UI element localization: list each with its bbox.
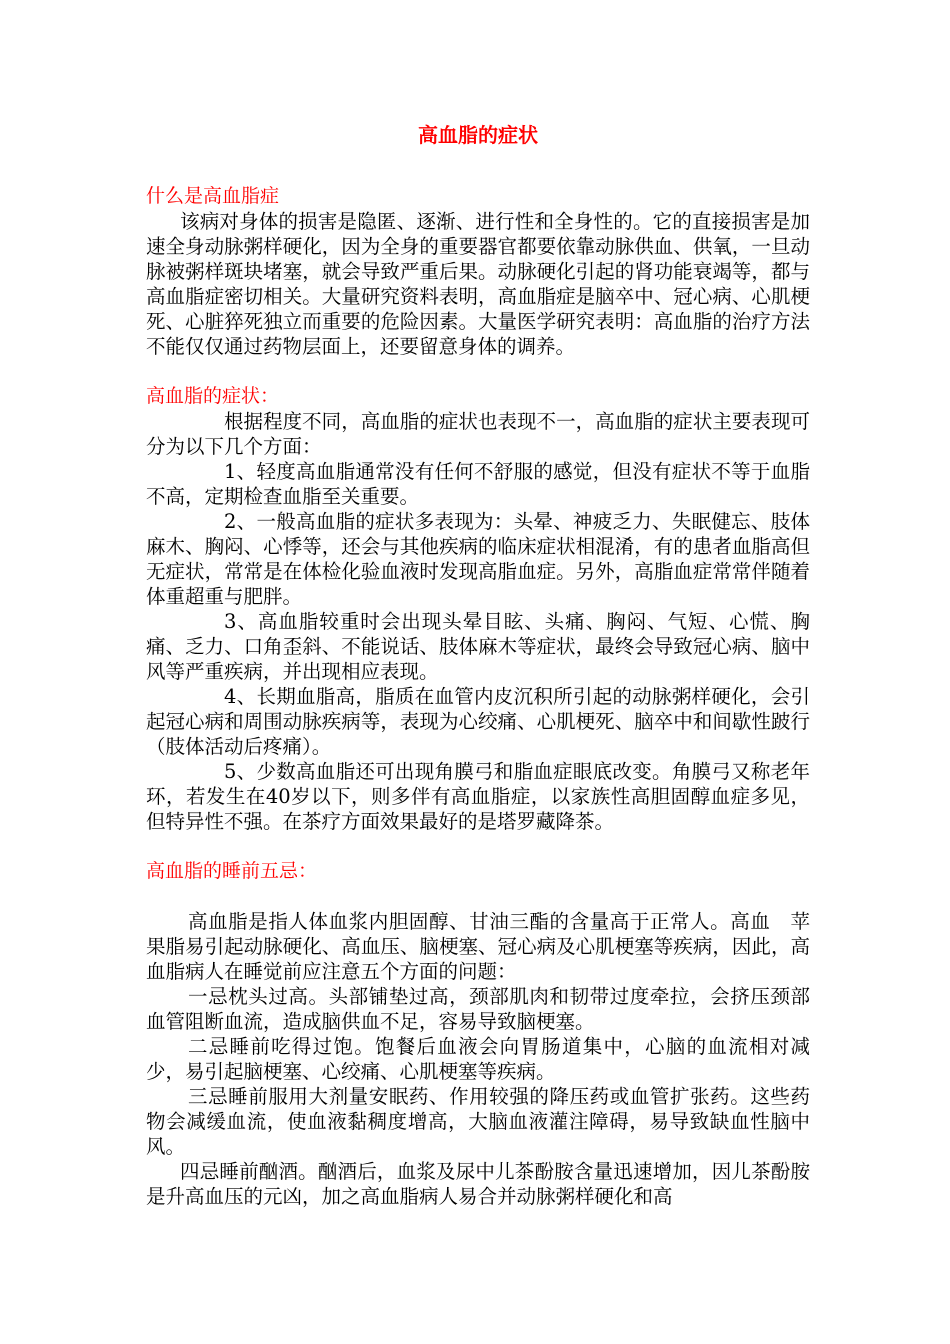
section-what-is <box>146 184 810 359</box>
paragraph: 1、轻度高血脂通常没有任何不舒服的感觉，但没有症状不等于血脂不高，定期检查血脂至关重要。 <box>146 460 810 508</box>
paragraph: 3、高血脂较重时会出现头晕目眩、头痛、胸闷、气短、心慌、胸痛、乏力、口角歪斜、不能说话、肢体麻木等症状，最终会导致冠心病、脑中风等严重疾病，并出现相应表现。 <box>146 610 810 683</box>
paragraph: 一忌枕头过高。头部铺垫过高，颈部肌肉和韧带过度牵拉，会挤压颈部血管阻断血流，造成脑供血不足，容易导致脑梗塞。 <box>146 985 810 1033</box>
section-five-taboos <box>146 859 810 1209</box>
paragraph: 5、少数高血脂还可出现角膜弓和脂血症眼底改变。角膜弓又称老年环，若发生在40岁以下，则多伴有高血脂症，以家族性高胆固醇血症多见，但特异性不强。在茶疗方面效果最好的是塔罗藏降茶。 <box>146 760 810 833</box>
document-page <box>146 120 810 1209</box>
page-title: 高血脂的症状 <box>418 123 538 147</box>
paragraph: 该病对身体的损害是隐匿、逐渐、进行性和全身性的。它的直接损害是加速全身动脉粥样硬化，因为全身的重要器官都要依靠动脉供血、供氧，一旦动脉被粥样斑块堵塞，就会导致严重后果。动脉硬化引起的肾功能衰竭等，都与高血脂症密切相关。大量研究资料表明，高血脂症是脑卒中、冠心病、心肌梗死、心脏猝死独立而重要的危险因素。大量医学研究表明：高血脂的治疗方法不能仅仅通过药物层面上，还要留意身体的调养。 <box>146 210 810 358</box>
paragraph: 2、一般高血脂的症状多表现为：头晕、神疲乏力、失眠健忘、肢体麻木、胸闷、心悸等，还会与其他疾病的临床症状相混淆，有的患者血脂高但无症状，常常是在体检化验血液时发现高脂血症。另外，高脂血症常常伴随着体重超重与肥胖。 <box>146 510 810 608</box>
paragraph: 高血脂是指人体血浆内胆固醇、甘油三酯的含量高于正常人。高血 苹果脂易引起动脉硬化、高血压、脑梗塞、冠心病及心肌梗塞等疾病，因此，高血脂病人在睡觉前应注意五个方面的问题： <box>146 910 810 983</box>
paragraph: 4、长期血脂高，脂质在血管内皮沉积所引起的动脉粥样硬化，会引起冠心病和周围动脉疾病等，表现为心绞痛、心肌梗死、脑卒中和间歇性跛行（肢体活动后疼痛）。 <box>146 685 810 758</box>
section-heading: 高血脂的症状： <box>146 385 280 407</box>
paragraph: 根据程度不同，高血脂的症状也表现不一，高血脂的症状主要表现可分为以下几个方面： <box>146 410 810 458</box>
section-symptoms <box>146 384 810 834</box>
section-heading: 高血脂的睡前五忌： <box>146 860 318 882</box>
section-heading: 什么是高血脂症 <box>146 185 280 207</box>
spacer <box>146 884 810 909</box>
paragraph: 四忌睡前酗酒。酗酒后，血浆及尿中儿茶酚胺含量迅速增加，因儿茶酚胺是升高血压的元凶，加之高血脂病人易合并动脉粥样硬化和高 <box>146 1160 810 1208</box>
spacer <box>146 834 810 859</box>
paragraph: 三忌睡前服用大剂量安眠药、作用较强的降压药或血管扩张药。这些药物会减缓血流，使血液黏稠度增高，大脑血液灌注障碍，易导致缺血性脑中风。 <box>146 1085 810 1158</box>
paragraph: 二忌睡前吃得过饱。饱餐后血液会向胃肠道集中，心脑的血流相对减少，易引起脑梗塞、心绞痛、心肌梗塞等疾病。 <box>146 1035 810 1083</box>
spacer <box>146 359 810 384</box>
